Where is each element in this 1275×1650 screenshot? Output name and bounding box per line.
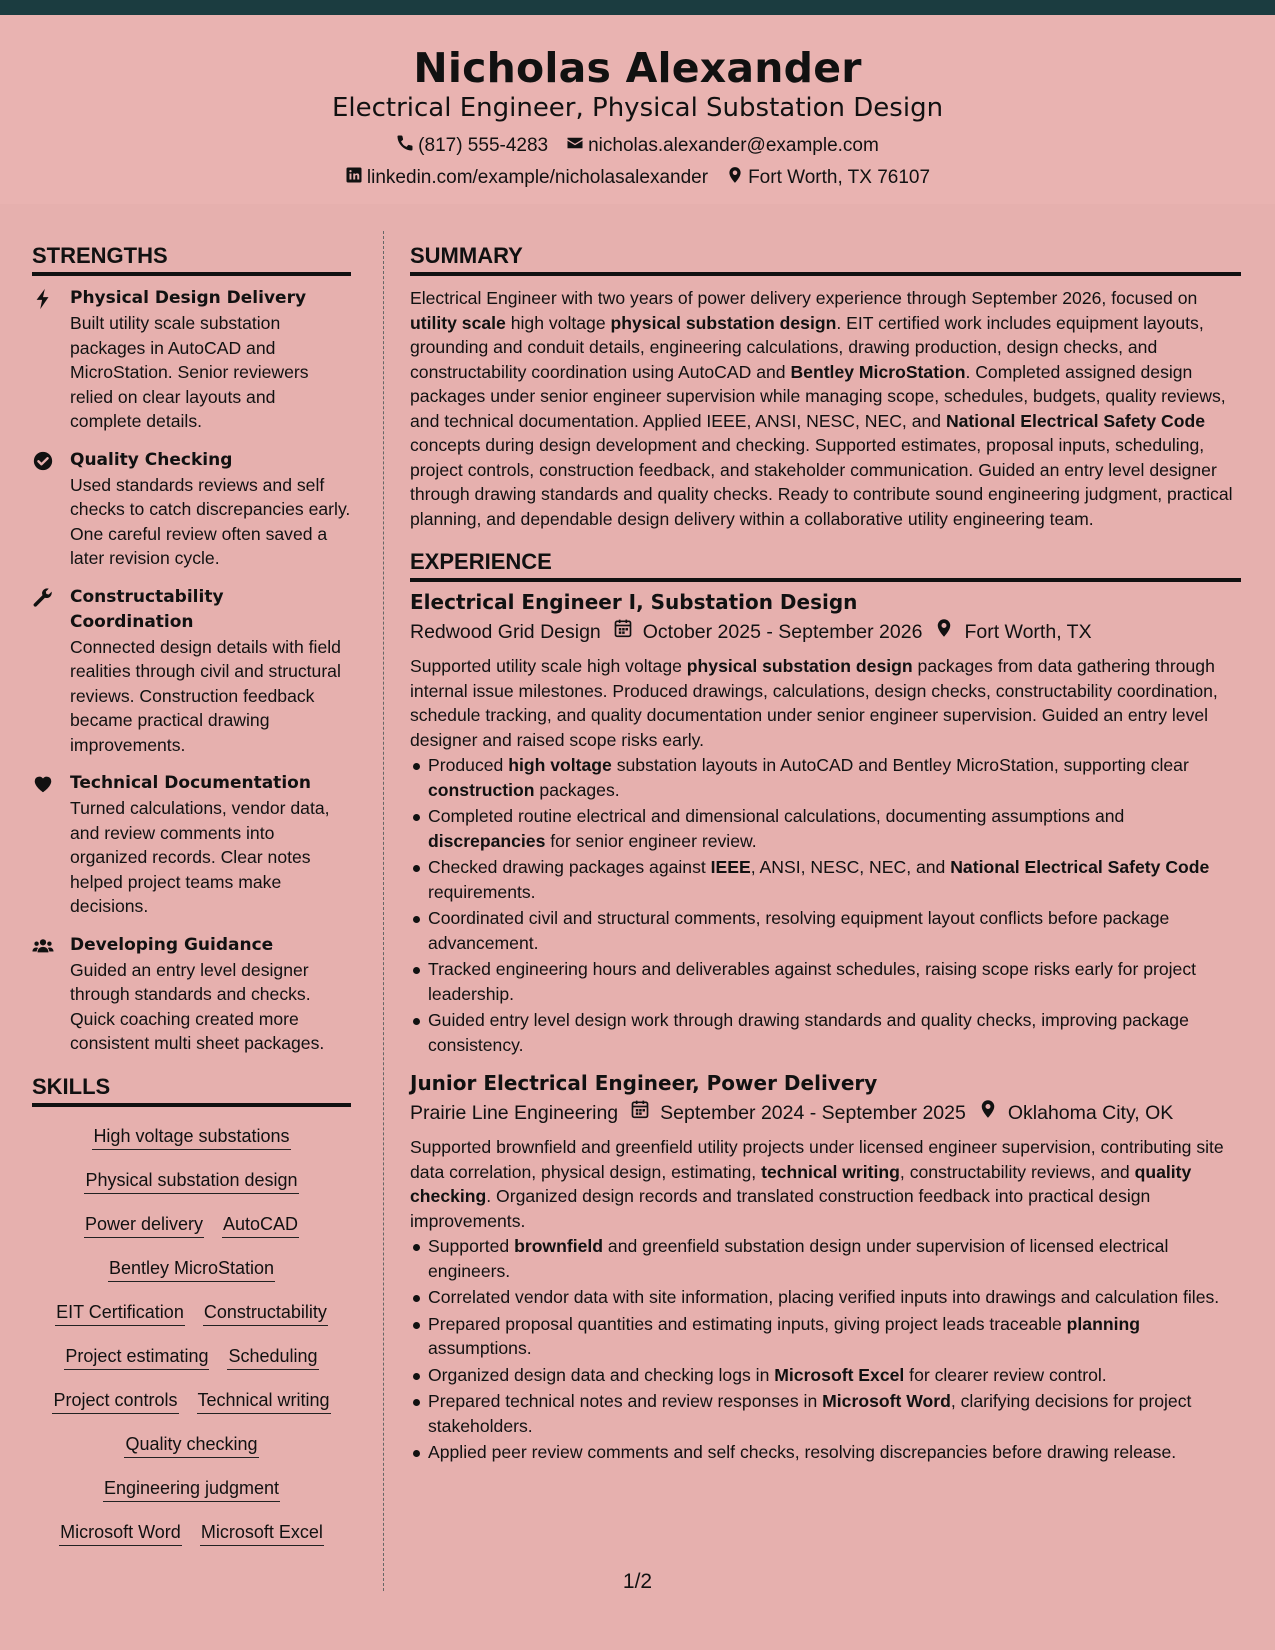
job-bullets xyxy=(410,1234,1241,1465)
bullet-item: Applied peer review comments and self checks, resolving discrepancies before drawing release. xyxy=(410,1440,1241,1465)
bullet-item: Prepared proposal quantities and estimating inputs, giving project leads traceable planning assumptions. xyxy=(410,1312,1241,1361)
users-icon xyxy=(32,933,70,1056)
skills-heading: SKILLS xyxy=(32,1074,351,1107)
phone-contact[interactable] xyxy=(396,134,548,158)
bullet-item: Organized design data and checking logs in Microsoft Excel for clearer review control. xyxy=(410,1363,1241,1388)
job-bullets xyxy=(410,753,1241,1057)
phone-text: (817) 555-4283 xyxy=(418,135,549,156)
contact-row-2 xyxy=(0,166,1275,190)
skill-tag: Microsoft Excel xyxy=(200,1519,324,1546)
summary-heading: SUMMARY xyxy=(410,243,1241,276)
linkedin-text: linkedin.com/example/nicholasalexander xyxy=(366,167,709,188)
bullet-item: Guided entry level design work through drawing standards and quality checks, improving package consistency. xyxy=(410,1008,1241,1057)
top-accent-bar xyxy=(0,0,1275,15)
job-entry xyxy=(410,1069,1241,1465)
skills-list xyxy=(32,1117,351,1546)
email-contact[interactable] xyxy=(566,134,879,158)
job-description: Supported utility scale high voltage physical substation design packages from data gathering through internal issue milestones. Produced drawings, calculations, design checks, constructability coordination, schedule tracking, and quality documentation under senior engineer supervision. Guided an entry level designer and raised scope risks early. xyxy=(410,656,1218,750)
skill-tag: Power delivery xyxy=(84,1211,204,1238)
skill-tag: Bentley MicroStation xyxy=(108,1255,275,1282)
strength-text: Used standards reviews and self checks to catch discrepancies early. One careful review often saved a later revision cycle. xyxy=(70,474,351,568)
skill-tag: Scheduling xyxy=(227,1343,318,1370)
strength-title: Technical Documentation xyxy=(70,773,311,793)
skill-tag: Microsoft Word xyxy=(59,1519,182,1546)
skill-tag: EIT Certification xyxy=(55,1299,185,1326)
location-text: Fort Worth, TX 76107 xyxy=(748,167,931,188)
skill-tag: AutoCAD xyxy=(222,1211,299,1238)
job-meta xyxy=(410,616,1241,648)
job-title: Junior Electrical Engineer, Power Delivery xyxy=(410,1071,878,1095)
linkedin-icon xyxy=(345,166,363,190)
skill-tag: Quality checking xyxy=(124,1431,258,1458)
email-text: nicholas.alexander@example.com xyxy=(588,135,879,156)
strength-item xyxy=(32,933,351,1056)
job-meta xyxy=(410,1097,1241,1129)
strength-item xyxy=(32,771,351,919)
job-location: Oklahoma City, OK xyxy=(1007,1102,1174,1124)
bolt-icon xyxy=(32,286,70,434)
linkedin-contact[interactable] xyxy=(345,166,708,190)
skill-tag: Engineering judgment xyxy=(103,1475,280,1502)
column-divider xyxy=(383,231,384,1591)
envelope-icon xyxy=(566,134,584,158)
job-description: Supported brownfield and greenfield utility projects under licensed engineer supervision, contributing site data correlation, physical design, estimating, technical writing, constructability reviews, and quality checking. Organized design records and translated construction feedback into practical design improvements. xyxy=(410,1137,1224,1231)
heart-icon xyxy=(32,771,70,919)
bullet-item: Produced high voltage substation layouts in AutoCAD and Bentley MicroStation, supporting clear construction packages. xyxy=(410,753,1241,802)
bullet-item: Checked drawing packages against IEEE, ANSI, NESC, NEC, and National Electrical Safety Code requirements. xyxy=(410,855,1241,904)
page-number: 1/2 xyxy=(622,1570,653,1593)
job-dates: September 2024 - September 2025 xyxy=(660,1102,966,1124)
skill-tag: High voltage substations xyxy=(92,1123,290,1150)
strength-title: Physical Design Delivery xyxy=(70,288,307,308)
skill-tag: Project controls xyxy=(52,1387,178,1414)
strength-text: Guided an entry level designer through standards and checks. Quick coaching created more consistent multi sheet packages. xyxy=(70,959,325,1053)
map-pin-icon xyxy=(978,1097,998,1129)
contact-row-1 xyxy=(0,134,1275,158)
calendar-icon xyxy=(630,1097,650,1129)
bullet-item: Coordinated civil and structural comments, resolving equipment layout conflicts before package advancement. xyxy=(410,906,1241,955)
strength-item xyxy=(32,286,351,434)
job-entry xyxy=(410,588,1241,1057)
calendar-icon xyxy=(613,616,633,648)
strength-title: Quality Checking xyxy=(70,449,233,470)
job-location: Fort Worth, TX xyxy=(964,621,1092,643)
strength-title: Constructability Coordination xyxy=(70,586,224,632)
location-contact xyxy=(726,166,930,190)
phone-icon xyxy=(396,134,414,158)
company-name: Prairie Line Engineering xyxy=(410,1102,619,1124)
strength-text: Turned calculations, vendor data, and review comments into organized records. Clear notes helped project teams make decisions. xyxy=(70,798,330,916)
skill-tag: Technical writing xyxy=(197,1387,331,1414)
check-circle-icon xyxy=(32,448,70,571)
strengths-heading: STRENGTHS xyxy=(32,243,351,276)
bullet-item: Prepared technical notes and review responses in Microsoft Word, clarifying decisions for project stakeholders. xyxy=(410,1389,1241,1438)
job-title: Electrical Engineer I, Substation Design xyxy=(410,590,858,614)
wrench-icon xyxy=(32,585,70,758)
job-dates: October 2025 - September 2026 xyxy=(642,621,923,643)
skill-tag: Physical substation design xyxy=(84,1167,298,1194)
resume-header xyxy=(0,15,1275,204)
strength-title: Developing Guidance xyxy=(70,934,274,955)
strength-item xyxy=(32,448,351,571)
right-column xyxy=(410,243,1241,1477)
strength-text: Connected design details with field realities through civil and structural reviews. Construction feedback became practical drawing improvements. xyxy=(70,636,341,755)
left-column xyxy=(32,243,351,1546)
summary-text: Electrical Engineer with two years of power delivery experience through September 2026, focused on utility scale high voltage physical substation design. EIT certified work includes equipment layouts, grounding and conduit details, engineering calculations, drawing production, design checks, and constructability coordination using AutoCAD and Bentley MicroStation. Completed assigned design packages under senior engineer supervision while managing scope, schedules, budgets, quality reviews, and technical documentation. Applied IEEE, ANSI, NESC, NEC, and National Electrical Safety Code concepts during design development and checking. Supported estimates, proposal inputs, scheduling, project controls, construction feedback, and stakeholder communication. Guided an entry level designer through drawing standards and quality checks. Ready to contribute sound engineering judgment, practical planning, and dependable design delivery within a collaborative utility engineering team. xyxy=(410,288,1233,529)
candidate-name: Nicholas Alexander xyxy=(413,44,862,92)
skill-tag: Project estimating xyxy=(64,1343,209,1370)
bullet-item: Correlated vendor data with site information, placing verified inputs into drawings and calculation files. xyxy=(410,1285,1241,1310)
map-pin-icon xyxy=(726,166,744,190)
candidate-title: Electrical Engineer, Physical Substation Design xyxy=(331,93,944,123)
bullet-item: Supported brownfield and greenfield substation design under supervision of licensed electrical engineers. xyxy=(410,1234,1241,1283)
company-name: Redwood Grid Design xyxy=(410,621,601,643)
skill-tag: Constructability xyxy=(203,1299,328,1326)
experience-heading: EXPERIENCE xyxy=(410,549,1241,582)
strength-text: Built utility scale substation packages in AutoCAD and MicroStation. Senior reviewers relied on clear layouts and complete details. xyxy=(70,313,309,431)
map-pin-icon xyxy=(934,616,954,648)
bullet-item: Tracked engineering hours and deliverables against schedules, raising scope risks early for project leadership. xyxy=(410,957,1241,1006)
strength-item xyxy=(32,585,351,758)
bullet-item: Completed routine electrical and dimensional calculations, documenting assumptions and discrepancies for senior engineer review. xyxy=(410,804,1241,853)
